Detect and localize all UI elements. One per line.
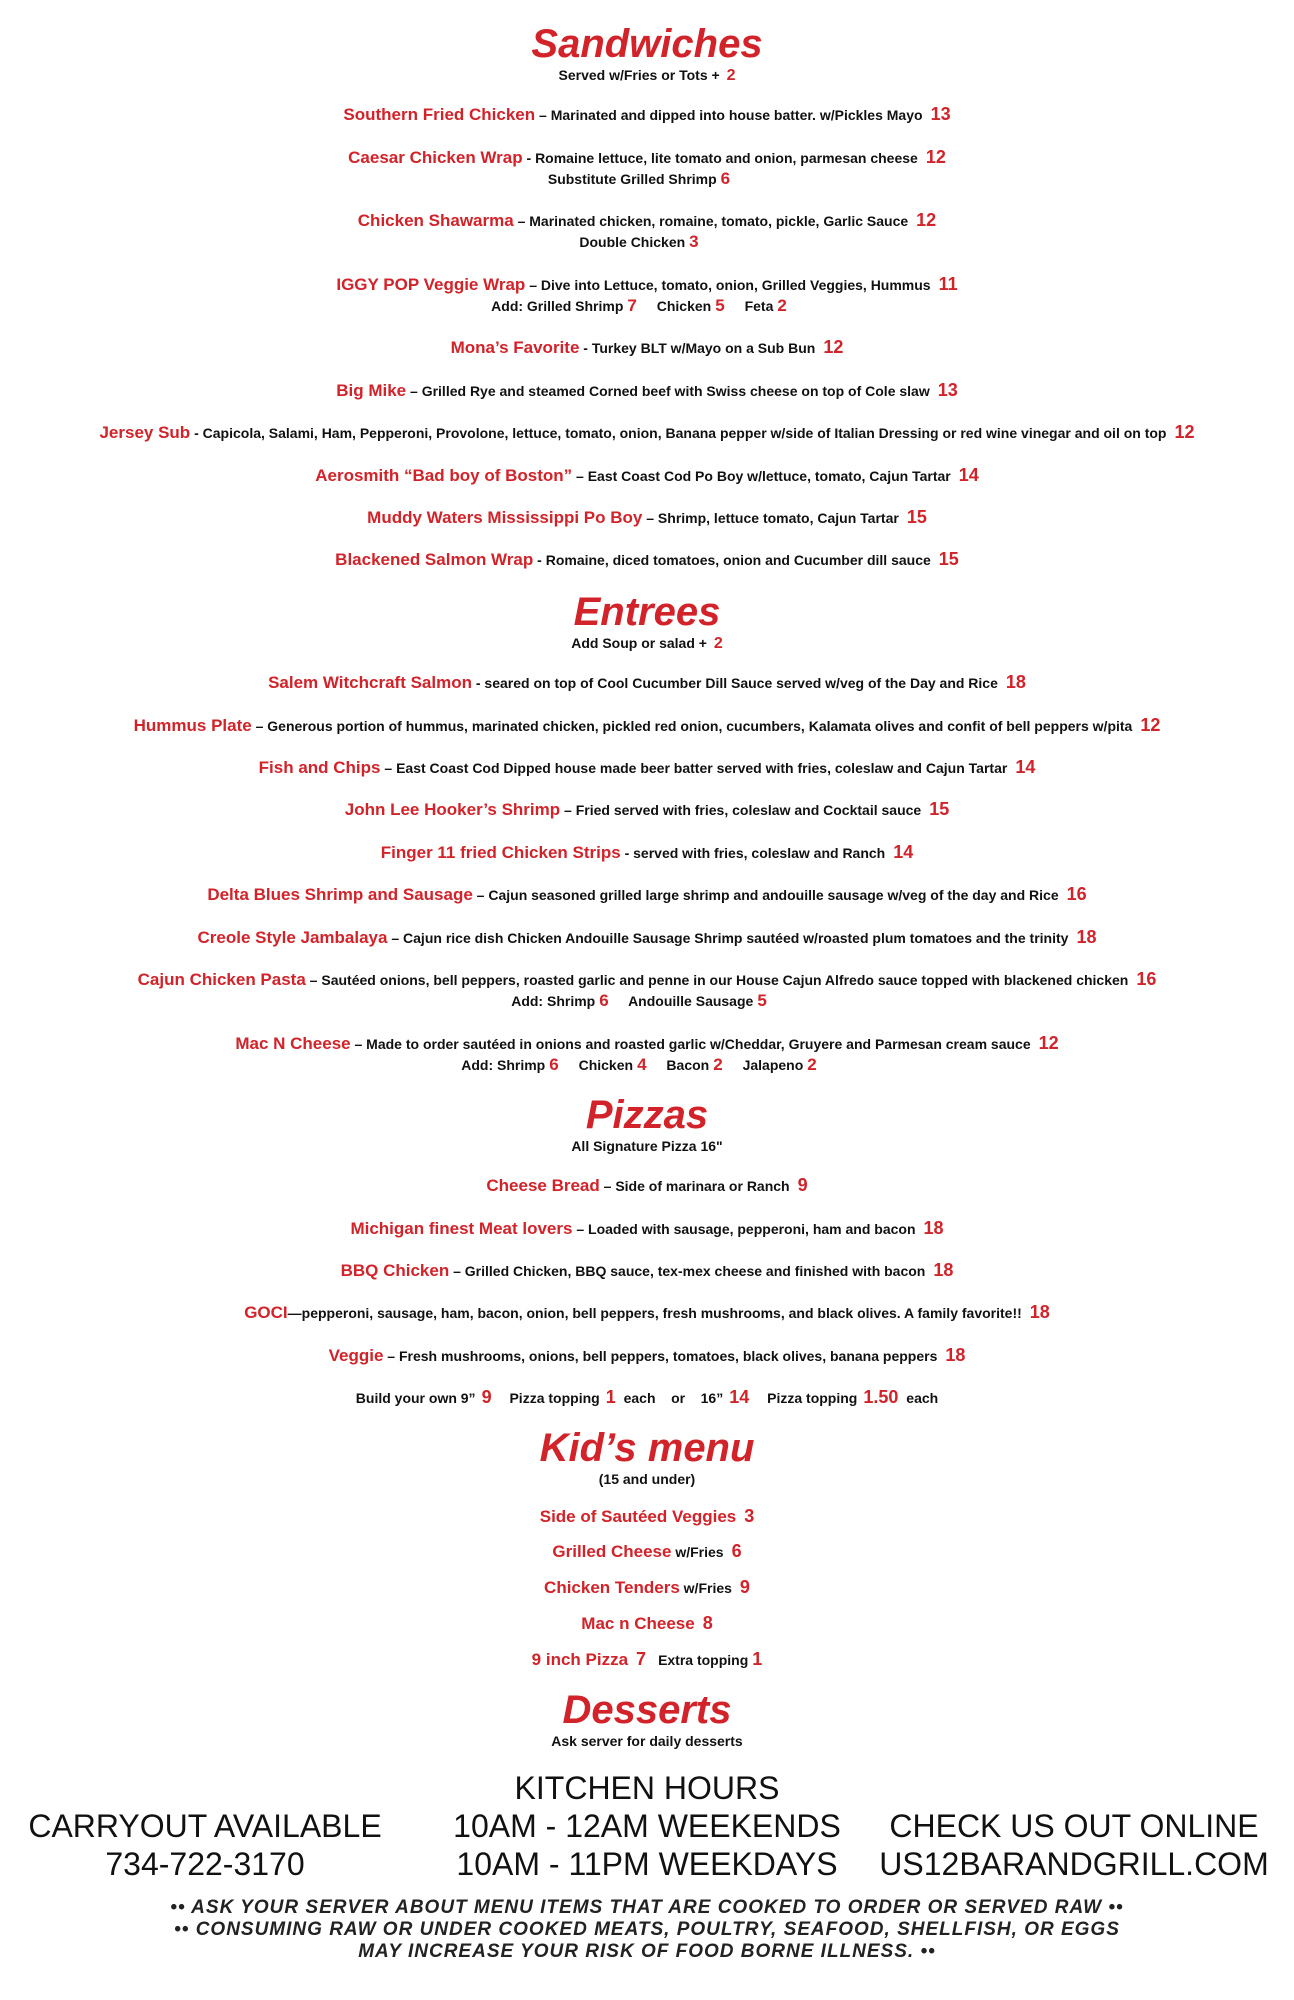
- online-label: CHECK US OUT ONLINE: [889, 1808, 1259, 1844]
- menu-item: Muddy Waters Mississippi Po Boy – Shrimp, lettuce tomato, Cajun Tartar 15: [367, 507, 927, 527]
- sandwiches-section: [0, 24, 1294, 85]
- menu-item: Delta Blues Shrimp and Sausage – Cajun seasoned grilled large shrimp and andouille sausage w/veg of the day and Rice 16: [207, 884, 1087, 904]
- carryout-info: [0, 1807, 410, 1883]
- pizzas-subtitle: All Signature Pizza 16": [571, 1138, 723, 1154]
- menu-item: Blackened Salmon Wrap - Romaine, diced tomatoes, onion and Cucumber dill sauce 15: [335, 549, 959, 569]
- menu-item: Grilled Cheese w/Fries 6: [552, 1541, 742, 1561]
- carryout-label: CARRYOUT AVAILABLE: [28, 1808, 382, 1844]
- menu-item: Mona’s Favorite - Turkey BLT w/Mayo on a Sub Bun 12: [450, 337, 844, 357]
- sandwiches-subtitle: Served w/Fries or Tots + 2: [558, 67, 736, 84]
- menu-item: Cheese Bread – Side of marinara or Ranch 9: [486, 1175, 808, 1195]
- entrees-title: Entrees: [573, 590, 721, 634]
- warning-line: •• ASK YOUR SERVER ABOUT MENU ITEMS THAT ARE COOKED TO ORDER OR SERVED RAW ••: [170, 1897, 1124, 1918]
- kitchen-hours: [420, 1769, 874, 1883]
- menu-item: Fish and Chips – East Coast Cod Dipped house made beer batter served with fries, coleslaw and Cajun Tartar 14: [258, 757, 1036, 777]
- menu-item: Mac n Cheese 8: [581, 1613, 713, 1633]
- pizzas-title: Pizzas: [585, 1093, 709, 1137]
- website-link[interactable]: US12BARANDGRILL.COM: [879, 1846, 1269, 1882]
- warning-line: MAY INCREASE YOUR RISK OF FOOD BORNE ILLNESS. ••: [358, 1941, 936, 1962]
- kids-section: [0, 1428, 1294, 1488]
- menu-item: Mac N Cheese – Made to order sautéed in onions and roasted garlic w/Cheddar, Gruyere and Parmesan cream sauce 12 Add: Shrimp 6 Chicken 4 Bacon 2 Jalapeno 2: [235, 1033, 1059, 1074]
- menu-item: Cajun Chicken Pasta – Sautéed onions, bell peppers, roasted garlic and penne in our House Cajun Alfredo sauce topped with blackened chicken 16 Add: Shrimp 6 Andouille Sausage 5: [137, 969, 1157, 1010]
- menu-item: BBQ Chicken – Grilled Chicken, BBQ sauce, tex-mex cheese and finished with bacon 18: [340, 1260, 954, 1280]
- entrees-section: [0, 592, 1294, 653]
- menu-item: Side of Sautéed Veggies 3: [539, 1506, 755, 1526]
- menu-item: Hummus Plate – Generous portion of hummus, marinated chicken, pickled red onion, cucumbers, Kalamata olives and confit of bell peppers w/pita 12: [133, 715, 1161, 735]
- menu-item: Michigan finest Meat lovers – Loaded with sausage, pepperoni, ham and bacon 18: [350, 1218, 944, 1238]
- desserts-section: [0, 1690, 1294, 1750]
- menu-item: Big Mike – Grilled Rye and steamed Corned beef with Swiss cheese on top of Cole slaw 13: [336, 380, 958, 400]
- kids-title: Kid’s menu: [539, 1426, 755, 1470]
- hours-title: KITCHEN HOURS: [514, 1770, 780, 1806]
- sandwiches-title: Sandwiches: [531, 22, 763, 66]
- menu-item: IGGY POP Veggie Wrap – Dive into Lettuce, tomato, onion, Grilled Veggies, Hummus 11 Add: Grilled Shrimp 7 Chicken 5 Feta 2: [336, 274, 958, 315]
- menu-item: Creole Style Jambalaya – Cajun rice dish Chicken Andouille Sausage Shrimp sautéed w/roasted plum tomatoes and the trinity 18: [197, 927, 1097, 947]
- menu-item: Veggie – Fresh mushrooms, onions, bell peppers, tomatoes, black olives, banana peppers 18: [328, 1345, 966, 1365]
- hours-weekends: 10AM - 12AM WEEKENDS: [453, 1808, 841, 1844]
- menu-item: Aerosmith “Bad boy of Boston” – East Coast Cod Po Boy w/lettuce, tomato, Cajun Tartar 14: [315, 465, 979, 485]
- pizzas-section: [0, 1095, 1294, 1155]
- build-your-own: Build your own 9” 9 Pizza topping 1 each or 16” 14 Pizza topping 1.50 each: [355, 1387, 939, 1407]
- desserts-title: Desserts: [562, 1688, 732, 1732]
- menu-item: Salem Witchcraft Salmon - seared on top of Cool Cucumber Dill Sauce served w/veg of the Day and Rice 18: [268, 672, 1026, 692]
- warning-line: •• CONSUMING RAW OR UNDER COOKED MEATS, POULTRY, SEAFOOD, SHELLFISH, OR EGGS: [174, 1919, 1120, 1940]
- menu-item: Jersey Sub - Capicola, Salami, Ham, Pepperoni, Provolone, lettuce, tomato, onion, Banana pepper w/side of Italian Dressing or red wine vinegar and oil on top 12: [99, 422, 1195, 442]
- menu-item: John Lee Hooker’s Shrimp – Fried served with fries, coleslaw and Cocktail sauce 15: [344, 799, 950, 819]
- menu-item: Finger 11 fried Chicken Strips - served with fries, coleslaw and Ranch 14: [380, 842, 914, 862]
- menu-item: Southern Fried Chicken – Marinated and dipped into house batter. w/Pickles Mayo 13: [343, 104, 951, 124]
- menu-item: GOCI—pepperoni, sausage, ham, bacon, onion, bell peppers, fresh mushrooms, and black olives. A family favorite!! 18: [244, 1302, 1050, 1322]
- menu-item: Caesar Chicken Wrap - Romaine lettuce, lite tomato and onion, parmesan cheese 12 Substitute Grilled Shrimp 6: [348, 147, 946, 188]
- desserts-subtitle: Ask server for daily desserts: [551, 1733, 743, 1749]
- kids-subtitle: (15 and under): [598, 1471, 696, 1487]
- entrees-subtitle: Add Soup or salad + 2: [571, 635, 723, 652]
- hours-weekdays: 10AM - 11PM WEEKDAYS: [456, 1846, 838, 1882]
- online-info: [874, 1807, 1274, 1883]
- menu-item: 9 inch Pizza 7 Extra topping 1: [531, 1649, 763, 1669]
- menu-item: Chicken Shawarma – Marinated chicken, romaine, tomato, pickle, Garlic Sauce 12 Double Chicken 3: [357, 210, 937, 251]
- phone-number[interactable]: 734-722-3170: [105, 1846, 305, 1882]
- menu-item: Chicken Tenders w/Fries 9: [544, 1577, 750, 1597]
